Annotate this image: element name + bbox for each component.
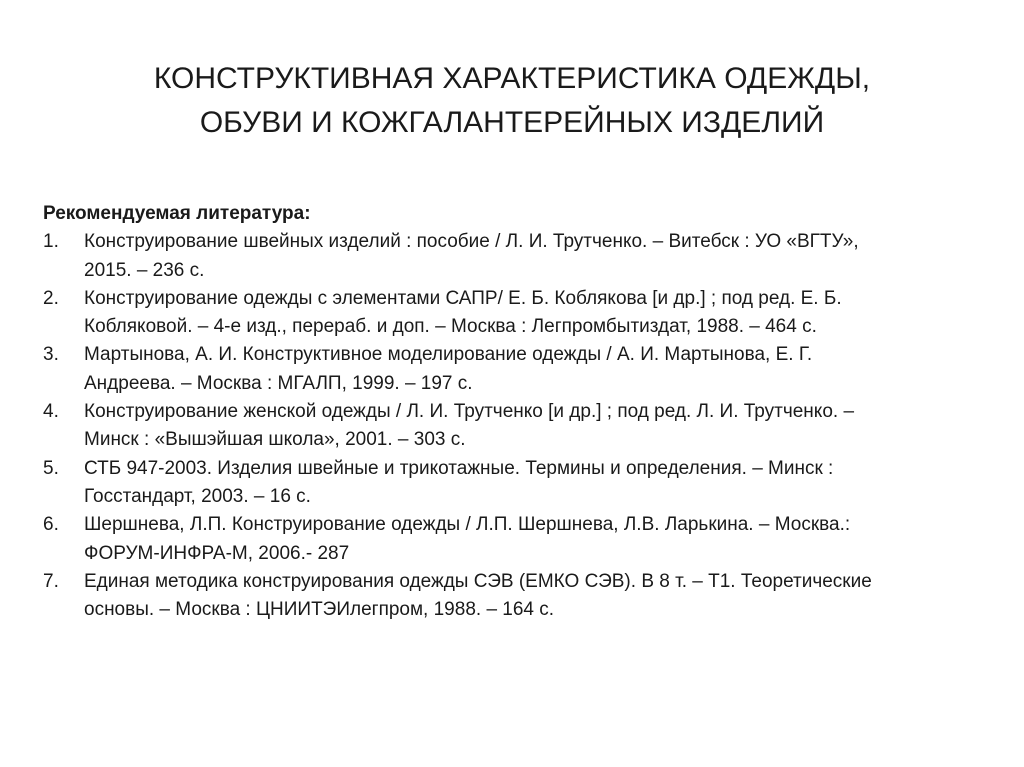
- item-text-line-1: Мартынова, А. И. Конструктивное моделирование одежды / А. И. Мартынова, Е. Г.: [84, 344, 813, 366]
- item-text-line-1: Единая методика конструирования одежды СЭВ (ЕМКО СЭВ). В 8 т. – Т1. Теоретические: [84, 570, 872, 592]
- item-text-line-2: Кобляковой. – 4-е изд., перераб. и доп. – Москва : Легпромбытиздат, 1988. – 464 с.: [84, 316, 817, 338]
- item-text-line-1: Конструирование женской одежды / Л. И. Трутченко [и др.] ; под ред. Л. И. Трутченко. –: [84, 401, 855, 423]
- item-text-line-1: Конструирование швейных изделий : пособие / Л. И. Трутченко. – Витебск : УО «ВГТУ»,: [84, 231, 859, 253]
- slide-title: [60, 57, 964, 145]
- item-number: 6.: [43, 514, 59, 536]
- literature-item: [43, 228, 993, 285]
- slide-title-line-1: КОНСТРУКТИВНАЯ ХАРАКТЕРИСТИКА ОДЕЖДЫ,: [153, 62, 871, 95]
- literature-item: [43, 568, 993, 625]
- item-number: 5.: [43, 457, 59, 479]
- item-number: 2.: [43, 287, 59, 309]
- literature-item: [43, 455, 993, 512]
- literature-item: [43, 511, 993, 568]
- item-text-line-2: Госстандарт, 2003. – 16 с.: [84, 485, 311, 507]
- literature-item: [43, 285, 993, 342]
- item-text-line-1: Шершнева, Л.П. Конструирование одежды / Л.П. Шершнева, Л.В. Ларькина. – Москва.:: [84, 514, 851, 536]
- item-text-line-1: СТБ 947-2003. Изделия швейные и трикотажные. Термины и определения. – Минск :: [84, 457, 834, 479]
- literature-list: [43, 228, 993, 624]
- item-number: 7.: [43, 570, 59, 592]
- literature-heading: Рекомендуемая литература:: [43, 203, 311, 224]
- item-text-line-2: ФОРУМ-ИНФРА-М, 2006.- 287: [84, 542, 350, 564]
- item-number: 3.: [43, 344, 59, 366]
- item-text-line-2: Минск : «Вышэйшая школа», 2001. – 303 с.: [84, 429, 466, 451]
- item-number: 4.: [43, 401, 59, 423]
- item-text-line-2: основы. – Москва : ЦНИИТЭИлегпром, 1988. – 164 с.: [84, 599, 555, 621]
- literature-section: [43, 200, 993, 624]
- item-text-line-2: Андреева. – Москва : МГАЛП, 1999. – 197 с.: [84, 372, 473, 394]
- item-text-line-1: Конструирование одежды с элементами САПР/ Е. Б. Коблякова [и др.] ; под ред. Е. Б.: [84, 287, 842, 309]
- item-number: 1.: [43, 231, 59, 253]
- literature-item: [43, 398, 993, 455]
- slide-title-line-2: ОБУВИ И КОЖГАЛАНТЕРЕЙНЫХ ИЗДЕЛИЙ: [199, 106, 825, 139]
- item-text-line-2: 2015. – 236 с.: [84, 259, 205, 281]
- literature-item: [43, 341, 993, 398]
